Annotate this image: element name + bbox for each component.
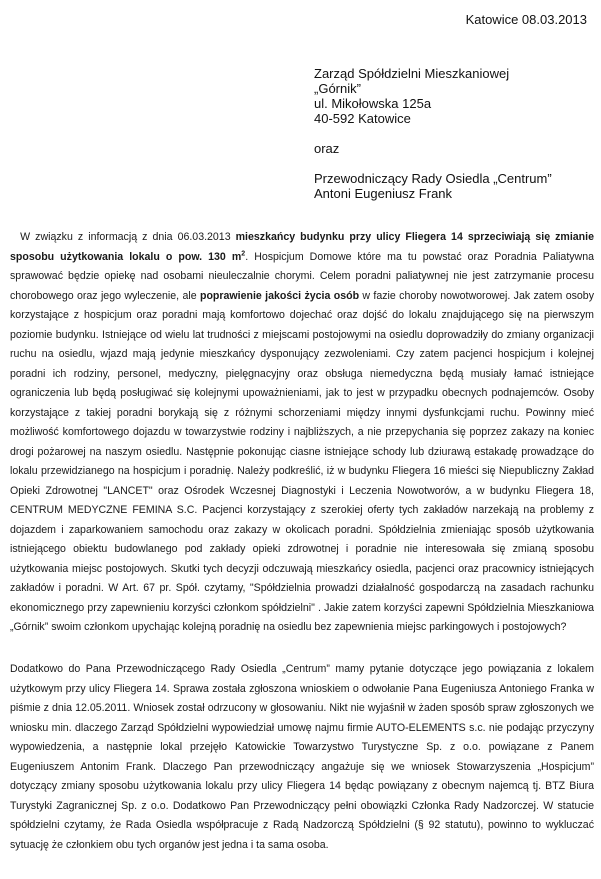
addressee-line-6: Antoni Eugeniusz Frank [314,186,453,201]
addressee-line-4: 40-592 Katowice [314,111,411,126]
paragraph-1-bold-1: mieszkańcy budynku przy ulicy Fliegera 14 sprzeciwiają się zmianie sposobu użytkowania lokalu o pow. 130 m [10,231,594,263]
addressee-line-1: Zarząd Spółdzielni Mieszkaniowej [314,66,510,81]
paragraph-1-body-1: . Hospicjum Domowe które ma tu powstać oraz Poradnia Paliatywna sprawować będzie opiekę nad osobami nieuleczalnie chorymi. Celem poradni paliatywnej nie jest zatrzymanie procesu chorobowego oraz jego wyleczenie, ale [10,250,594,302]
addressee-line-3: ul. Mikołowska 125a [314,96,432,111]
paragraph-1-body-2: w fazie choroby nowotworowej. Jak zatem osoby korzystające z hospicjum oraz poradni mają komfortowo dojechać oraz dojść do lokalu znajdującego się na pierwszym poziomie budynku. Istniejące od wielu lat trudności z miejscami postojowymi na osiedlu doprowadziły do zmiany organizacji ruchu na osiedlu, wjazd mają jedynie mieszkańcy dysponujący zezwoleniami. Czy zatem pacjenci hospicjum i kolejnej poradni ich rodziny, personel, medyczny, pielęgnacyjny oraz obsługa niemedyczna będą musiały łamać istniejące ograniczenia lub będą posługiwać się kolejnymi upoważnieniami, jak to jest w przypadku obecnych podnajemców. Osoby korzystające z takiej poradni borykają się z różnymi schorzeniami między innymi dysfunkcjami ruchu. Powinny mieć możliwość komfortowego dojazdu w towarzystwie rodziny i najbliższych, a nie przepychania się poprzez zakazy na koniec drogi pożarowej na naszym osiedlu. Następnie pokonując ciasne istniejące schody lub dziurawą estakadę prowadzące do lokalu przewidzianego na hospicjum i poradnię. Należy podkreślić, iż w budynku Fliegera 16 mieści się Niepubliczny Zakład Opieki Zdrowotnej "LANCET" oraz Ośrodek Wczesnej Diagnostyki i Leczenia Nowotworów, a w budynku Fliegera 18, CENTRUM MEDYCZNE FEMINA S.C. Pacjenci korzystający z szerokiej oferty tych zakładów narzekają na problemy z dojazdem i zaparkowaniem samochodu oraz zakazy w okolicach poradni. Spółdzielnia zmieniając sposób użytkowania istniejącego obiektu budowlanego pod zakłady opieki zdrowotnej i poradnie nie interesowała się zmianą sposobu użytkowania miejsc postojowych. Skutki tych decyzji odczuwają mieszkańcy osiedla, pacjenci oraz pracownicy istniejących zakładów i poradni. W Art. 67 pr. Spół. czytamy, "Spółdzielnia prowadzi działalność gospodarczą na zasadach rachunku ekonomicznego przy zapewnieniu korzyści członkom spółdzielni" . Jakie zatem korzyści zapewni Spółdzielnia Mieszkaniowa „Górnik” swoim członkom upychając kolejną poradnię na osiedlu bez zapewnienia miejsc parkingowych i postojowych? [10,289,594,633]
addressee-conjunction: oraz [314,141,340,156]
paragraph-main [10,228,594,638]
paragraph-second: Dodatkowo do Pana Przewodniczącego Rady Osiedla „Centrum” mamy pytanie dotyczące jego powiązania z lokalem użytkowym przy ulicy Fliegera 14. Sprawa została zgłoszona wnioskiem o odwołanie Pana Eugeniusza Antoniego Franka w piśmie z dnia 12.05.2011. Wniosek został odrzucony w głosowaniu. Nikt nie wyjaśnił w żaden sposób spraw zgłoszonych we wniosku min. dlaczego Zarząd Spółdzielni wypowiedział umowę najmu firmie AUTO-ELEMENTS s.c. nie podając przyczyny wypowiedzenia, a następnie lokal przejęło Katowickie Towarzystwo Turystyczne Sp. z o.o. powiązane z Panem Eugeniuszem Antonim Frank. Dlaczego Pan przewodniczący angażuje się we wniosek Stowarzyszenia „Hospicjum” dotyczący zmiany sposobu użytkowania lokalu przy ulicy Fliegera 14 będąc powiązany z obecnym najemcą tj. BTZ Biura Turystyki Zagranicznej Sp. z o.o. Dodatkowo Pan Przewodniczący pełni obowiązki Członka Rady Nadzorczej. W statucie spółdzielni czytamy, że Rada Osiedla współpracuje z Radą Nadzorczą Spółdzielni (§ 92 statutu), powinno to wykluczać sytuację że członkiem obu tych organów jest jedna i ta sama osoba. [10,663,594,851]
addressee-line-2: „Górnik” [314,81,361,96]
addressee-block [314,66,552,201]
paragraph-1-bold-2: poprawienie jakości życia osób [199,289,360,302]
area-unit-superscript: 2 [241,249,246,257]
addressee-line-5: Przewodniczący Rady Osiedla „Centrum” [314,171,552,186]
paragraph-1-intro: W związku z informacją z dnia 06.03.2013 [20,231,236,243]
letter-date: Katowice 08.03.2013 [465,12,587,27]
